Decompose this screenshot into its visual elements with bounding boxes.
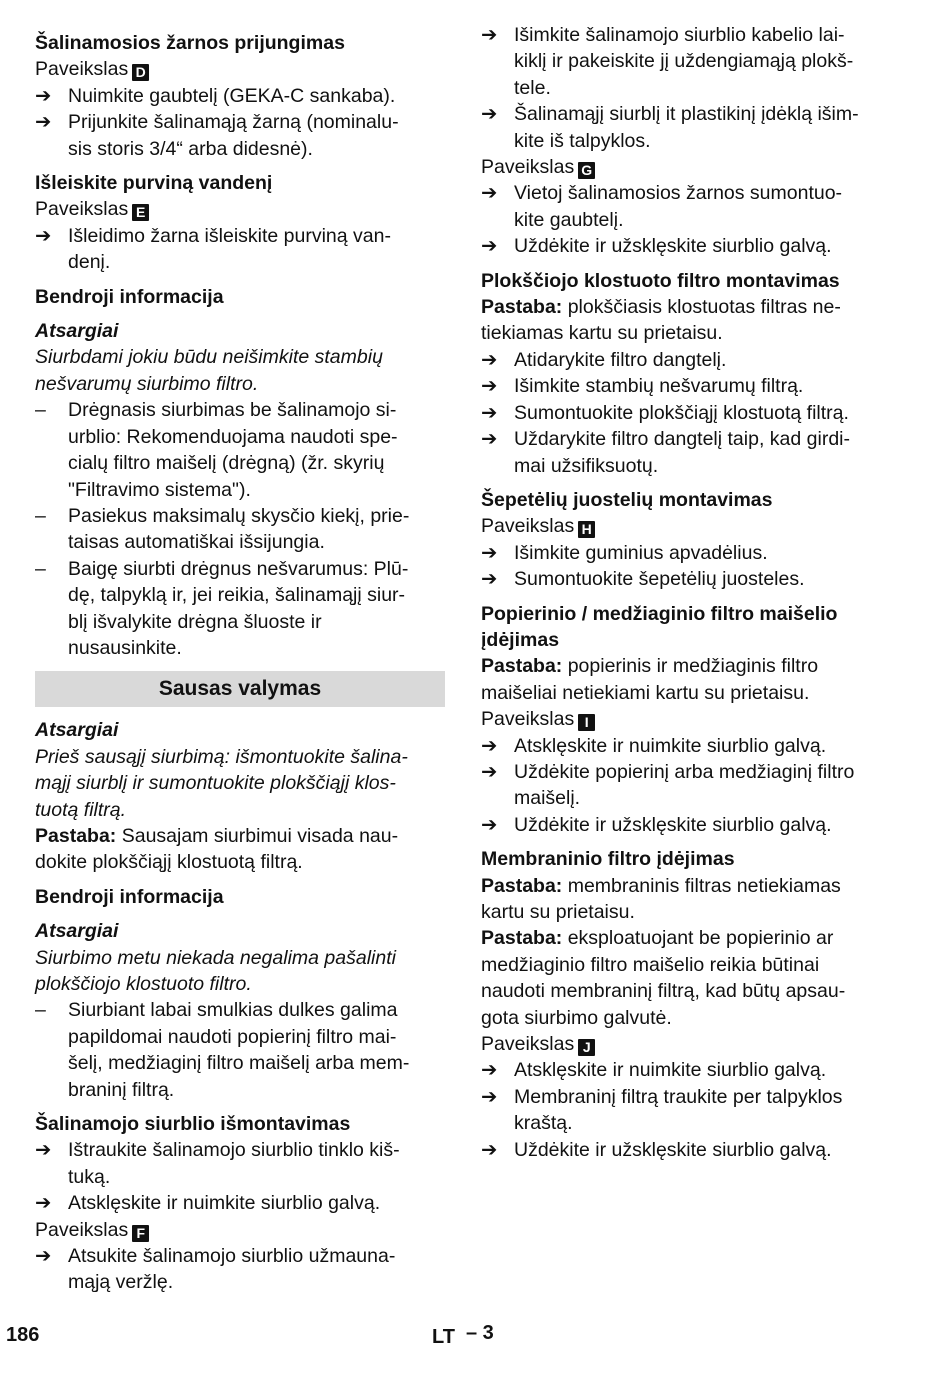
action-step bbox=[481, 426, 901, 479]
note bbox=[481, 873, 901, 926]
dash-bullet: – bbox=[35, 999, 46, 1022]
section-page: – 3 bbox=[466, 1322, 494, 1344]
step-text: Išimkite stambių nešvarumų filtrą. bbox=[514, 375, 804, 398]
arrow-icon: ➔ bbox=[481, 1085, 498, 1108]
step-text: Atidarykite filtro dangtelį. bbox=[514, 348, 727, 371]
language-code: LT bbox=[432, 1326, 455, 1348]
figure-reference bbox=[481, 154, 901, 180]
arrow-icon: ➔ bbox=[481, 401, 498, 424]
arrow-icon: ➔ bbox=[481, 103, 498, 126]
caution-text: Prieš sausąjį siurbimą: išmontuokite šalina- mąjį siurblį ir sumontuokite plokščiąjį klos- tuotą filtrą. bbox=[35, 745, 408, 821]
figure-reference bbox=[35, 196, 445, 222]
action-step bbox=[35, 223, 445, 276]
figure-label: Paveikslas bbox=[35, 1218, 129, 1241]
action-step bbox=[481, 233, 901, 259]
arrow-icon: ➔ bbox=[35, 111, 52, 134]
action-step bbox=[481, 180, 901, 233]
action-step bbox=[481, 400, 901, 426]
step-text: Nuimkite gaubtelį (GEKA-C sankaba). bbox=[68, 84, 396, 107]
caution-text: Siurbimo metu niekada negalima pašalinti plokščiojo klostuoto filtro. bbox=[35, 946, 396, 995]
item-text: Drėgnasis siurbimas be šalinamojo si- urblio: Rekomenduojama naudoti spe- cialų filtro maišelį (drėgną) (žr. skyrių "Filtravimo sistema"). bbox=[68, 399, 398, 501]
section-heading: Išleiskite purviną vandenį bbox=[35, 172, 273, 195]
note bbox=[481, 294, 901, 347]
arrow-icon: ➔ bbox=[35, 224, 52, 247]
figure-reference bbox=[481, 513, 901, 539]
action-step bbox=[481, 566, 901, 592]
action-step bbox=[481, 101, 901, 154]
action-step bbox=[35, 1190, 445, 1216]
note-text: plokščiasis klostuotas filtras ne- tiekiamas kartu su prietaisu. bbox=[481, 296, 841, 345]
action-step bbox=[481, 373, 901, 399]
page-number: 186 bbox=[6, 1324, 40, 1346]
section-banner: Sausas valymas bbox=[35, 671, 445, 707]
item-text: Baigę siurbti drėgnus nešvarumus: Plū- dę, talpyklą ir, jei reikia, šalinamąjį siur- blį išvalykite drėgna šluoste ir nusausinkite. bbox=[68, 557, 409, 659]
action-step bbox=[481, 347, 901, 373]
note-text: membraninis filtras netiekiamas kartu su prietaisu. bbox=[481, 874, 841, 923]
figure-reference bbox=[35, 1217, 445, 1243]
step-text: Išleidimo žarna išleiskite purviną van- denį. bbox=[68, 224, 391, 274]
step-text: Prijunkite šalinamąją žarną (nominalu- sis storis 3/4“ arba didesnė). bbox=[68, 111, 399, 160]
figure-badge: H bbox=[578, 521, 595, 538]
section-heading: Bendroji informacija bbox=[35, 885, 224, 908]
figure-label: Paveikslas bbox=[35, 58, 129, 81]
step-text: Atsukite šalinamojo siurblio užmauna- mąją veržlę. bbox=[68, 1245, 396, 1294]
caution-heading: Atsargiai bbox=[35, 719, 119, 742]
dash-item bbox=[35, 556, 445, 662]
action-step bbox=[481, 812, 901, 838]
step-text: Membraninį filtrą traukite per talpyklos kraštą. bbox=[514, 1085, 843, 1135]
action-step bbox=[35, 1243, 445, 1296]
arrow-icon: ➔ bbox=[481, 541, 498, 564]
action-step bbox=[35, 109, 445, 162]
note-label: Pastaba: bbox=[481, 296, 563, 319]
note-label: Pastaba: bbox=[35, 824, 117, 847]
figure-reference bbox=[481, 706, 901, 732]
figure-label: Paveikslas bbox=[481, 708, 575, 731]
dash-bullet: – bbox=[35, 504, 46, 527]
step-text: Vietoj šalinamosios žarnos sumontuo- kite gaubtelį. bbox=[514, 182, 843, 231]
note-label: Pastaba: bbox=[481, 655, 563, 678]
step-text: Šalinamąjį siurblį it plastikinį įdėklą išim- kite iš talpyklos. bbox=[514, 103, 859, 152]
figure-badge: D bbox=[132, 64, 149, 81]
arrow-icon: ➔ bbox=[481, 235, 498, 258]
figure-reference bbox=[481, 1031, 901, 1057]
note-text: eksploatuojant be popierinio ar medžiaginio filtro maišelio reikia būtinai naudoti membraninį filtrą, kad būtų apsau- gota siurbimo galvutė. bbox=[481, 927, 846, 1029]
arrow-icon: ➔ bbox=[481, 24, 498, 46]
arrow-icon: ➔ bbox=[481, 428, 498, 451]
section-heading: Membraninio filtro įdėjimas bbox=[481, 848, 735, 871]
arrow-icon: ➔ bbox=[481, 182, 498, 205]
arrow-icon: ➔ bbox=[481, 568, 498, 591]
arrow-icon: ➔ bbox=[35, 1139, 52, 1162]
arrow-icon: ➔ bbox=[481, 813, 498, 836]
figure-badge: I bbox=[578, 714, 595, 731]
action-step bbox=[481, 733, 901, 759]
step-text: Ištraukite šalinamojo siurblio tinklo kiš- tuką. bbox=[68, 1139, 400, 1188]
section-heading: Šalinamojo siurblio išmontavimas bbox=[35, 1113, 351, 1136]
step-text: Atsklęskite ir nuimkite siurblio galvą. bbox=[68, 1192, 381, 1215]
note-text: popierinis ir medžiaginis filtro maišeliai netiekiami kartu su prietaisu. bbox=[481, 655, 819, 704]
figure-badge: G bbox=[578, 162, 595, 179]
figure-reference bbox=[35, 56, 445, 82]
dash-item bbox=[35, 397, 445, 503]
figure-label: Paveikslas bbox=[481, 1033, 575, 1056]
figure-label: Paveikslas bbox=[35, 198, 129, 221]
step-text: Atsklęskite ir nuimkite siurblio galvą. bbox=[514, 734, 827, 757]
note-label: Pastaba: bbox=[481, 874, 563, 897]
dash-bullet: – bbox=[35, 399, 46, 422]
step-text: Uždėkite ir užsklęskite siurblio galvą. bbox=[514, 813, 832, 836]
figure-badge: F bbox=[132, 1225, 149, 1242]
action-step bbox=[481, 1057, 901, 1083]
section-heading: Popierinio / medžiaginio filtro maišelio įdėjimas bbox=[481, 602, 838, 651]
note-label: Pastaba: bbox=[481, 927, 563, 950]
section-heading: Šepetėlių juostelių montavimas bbox=[481, 488, 773, 511]
figure-label: Paveikslas bbox=[481, 515, 575, 538]
arrow-icon: ➔ bbox=[481, 1138, 498, 1161]
figure-label: Paveikslas bbox=[481, 156, 575, 179]
section-heading: Bendroji informacija bbox=[35, 285, 224, 308]
figure-badge: J bbox=[578, 1039, 595, 1056]
action-step bbox=[481, 540, 901, 566]
step-text: Išimkite guminius apvadėlius. bbox=[514, 541, 768, 564]
action-step bbox=[481, 1084, 901, 1137]
step-text: Sumontuokite šepetėlių juosteles. bbox=[514, 568, 805, 591]
arrow-icon: ➔ bbox=[35, 1245, 52, 1268]
dash-bullet: – bbox=[35, 557, 46, 580]
figure-badge: E bbox=[132, 204, 149, 221]
section-heading: Plokščiojo klostuoto filtro montavimas bbox=[481, 269, 840, 292]
arrow-icon: ➔ bbox=[481, 375, 498, 398]
arrow-icon: ➔ bbox=[481, 760, 498, 783]
note-text: Sausajam siurbimui visada nau- dokite plokščiąjį klostuotą filtrą. bbox=[35, 824, 399, 874]
note bbox=[35, 823, 445, 876]
action-step bbox=[481, 759, 901, 812]
arrow-icon: ➔ bbox=[481, 348, 498, 371]
action-step bbox=[35, 1137, 445, 1190]
item-text: Siurbiant labai smulkias dulkes galima papildomai naudoti popierinį filtro mai- šelį, medžiaginį filtro maišelį arba mem- braninį filtrą. bbox=[68, 999, 410, 1101]
step-text: Uždarykite filtro dangtelį taip, kad girdi- mai užsifiksuotų. bbox=[514, 428, 850, 477]
note bbox=[481, 925, 901, 1031]
step-text: Išimkite šalinamojo siurblio kabelio lai- kiklį ir pakeiskite jį uždengiamąją plokš- tele. bbox=[514, 24, 854, 99]
arrow-icon: ➔ bbox=[35, 84, 52, 107]
dash-item bbox=[35, 503, 445, 556]
item-text: Pasiekus maksimalų skysčio kiekį, prie- taisas automatiškai išsijungia. bbox=[68, 504, 410, 554]
arrow-icon: ➔ bbox=[35, 1192, 52, 1215]
caution-heading: Atsargiai bbox=[35, 920, 119, 943]
action-step bbox=[35, 83, 445, 109]
arrow-icon: ➔ bbox=[481, 1059, 498, 1082]
step-text: Uždėkite ir užsklęskite siurblio galvą. bbox=[514, 235, 832, 258]
action-step bbox=[481, 1137, 901, 1163]
step-text: Uždėkite ir užsklęskite siurblio galvą. bbox=[514, 1138, 832, 1161]
step-text: Uždėkite popierinį arba medžiaginį filtro maišelį. bbox=[514, 760, 855, 810]
caution-heading: Atsargiai bbox=[35, 320, 119, 343]
action-step bbox=[481, 22, 901, 101]
dash-item bbox=[35, 997, 445, 1103]
step-text: Sumontuokite plokščiąjį klostuotą filtrą. bbox=[514, 401, 849, 424]
right-column bbox=[481, 22, 901, 1163]
step-text: Atsklęskite ir nuimkite siurblio galvą. bbox=[514, 1059, 827, 1082]
note bbox=[481, 653, 901, 706]
section-heading: Šalinamosios žarnos prijungimas bbox=[35, 32, 345, 54]
arrow-icon: ➔ bbox=[481, 734, 498, 757]
left-column bbox=[35, 30, 445, 1296]
caution-text: Siurbdami jokiu būdu neišimkite stambių nešvarumų siurbimo filtro. bbox=[35, 346, 383, 395]
